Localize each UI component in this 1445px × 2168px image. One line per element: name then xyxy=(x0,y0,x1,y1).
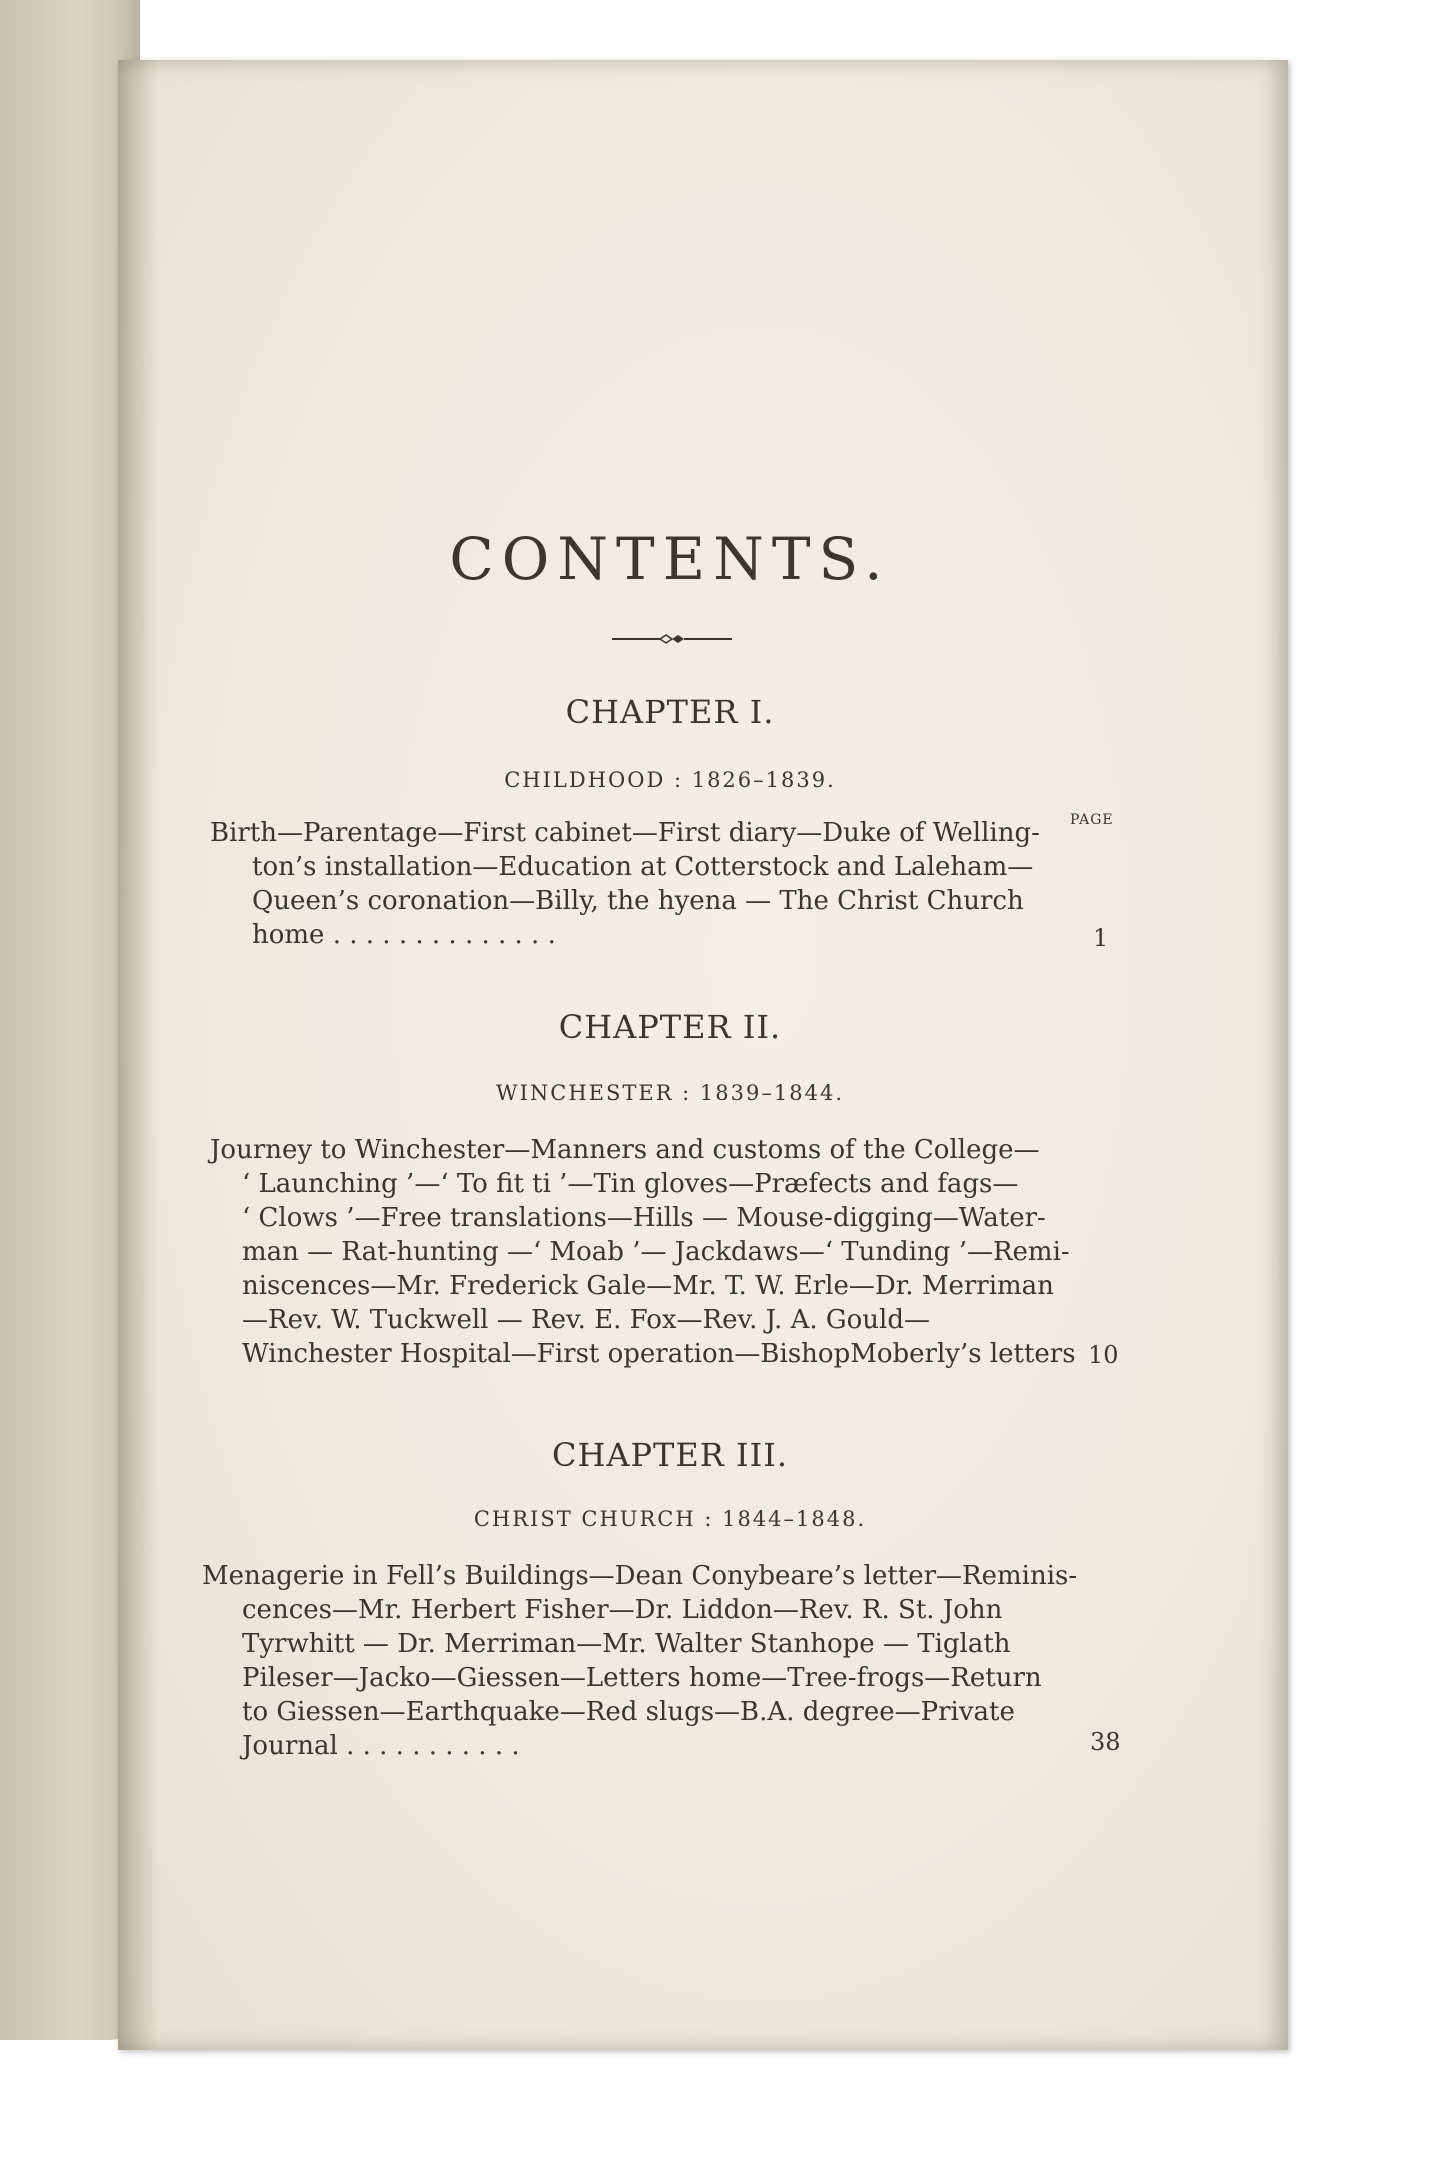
chapter-3-subtitle: CHRIST CHURCH : 1844–1848. xyxy=(473,1507,867,1531)
summary-line: Queen’s coronation—Billy, the hyena — The Christ Church xyxy=(252,886,1024,916)
summary-line: niscences—Mr. Frederick Gale—Mr. T. W. Erle—Dr. Merriman xyxy=(242,1271,1054,1301)
summary-line: cences—Mr. Herbert Fisher—Dr. Liddon—Rev. R. St. John xyxy=(242,1595,1003,1625)
summary-line: ton’s installation—Education at Cotterstock and Laleham— xyxy=(252,852,1034,882)
chapter-2-heading: CHAPTER II. xyxy=(558,1008,782,1046)
summary-line: home . . . . . . . . . . . . . . xyxy=(252,920,556,950)
chapter-1-page-number: 1 xyxy=(1093,924,1109,952)
summary-line: Winchester Hospital—First operation—BishopMoberly’s letters xyxy=(242,1339,1076,1369)
summary-line: ‘ Clows ’—Free translations—Hills — Mouse-digging—Water- xyxy=(242,1203,1046,1233)
summary-line: ‘ Launching ’—‘ To fit ti ’—Tin gloves—Præfects and fags— xyxy=(242,1169,1019,1199)
summary-line: —Rev. W. Tuckwell — Rev. E. Fox—Rev. J. A. Gould— xyxy=(242,1305,931,1335)
page-column-heading: PAGE xyxy=(1070,812,1114,828)
chapter-2-subtitle: WINCHESTER : 1839–1844. xyxy=(496,1081,844,1105)
summary-line: Menagerie in Fell’s Buildings—Dean Conybeare’s letter—Reminis- xyxy=(202,1561,1078,1591)
chapter-1-heading: CHAPTER I. xyxy=(565,693,775,731)
chapter-3-heading: CHAPTER III. xyxy=(551,1436,789,1474)
summary-line: Journey to Winchester—Manners and customs of the College— xyxy=(210,1135,1040,1165)
summary-line: Birth—Parentage—First cabinet—First diary—Duke of Welling- xyxy=(210,818,1040,848)
summary-line: Tyrwhitt — Dr. Merriman—Mr. Walter Stanhope — Tiglath xyxy=(242,1629,1011,1659)
ornament-divider-icon xyxy=(612,632,732,646)
summary-line: to Giessen—Earthquake—Red slugs—B.A. degree—Private xyxy=(242,1697,1015,1727)
contents-title: CONTENTS. xyxy=(449,525,891,593)
chapter-1-subtitle: CHILDHOOD : 1826–1839. xyxy=(504,768,836,792)
summary-line: Pileser—Jacko—Giessen—Letters home—Tree-frogs—Return xyxy=(242,1663,1042,1693)
page-gutter-shadow xyxy=(118,60,158,2050)
chapter-3-page-number: 38 xyxy=(1090,1728,1121,1756)
chapter-2-page-number: 10 xyxy=(1088,1341,1119,1369)
summary-line: Journal . . . . . . . . . . . xyxy=(242,1731,520,1761)
summary-line: man — Rat-hunting —‘ Moab ’— Jackdaws—‘ Tunding ’—Remi- xyxy=(242,1237,1070,1267)
